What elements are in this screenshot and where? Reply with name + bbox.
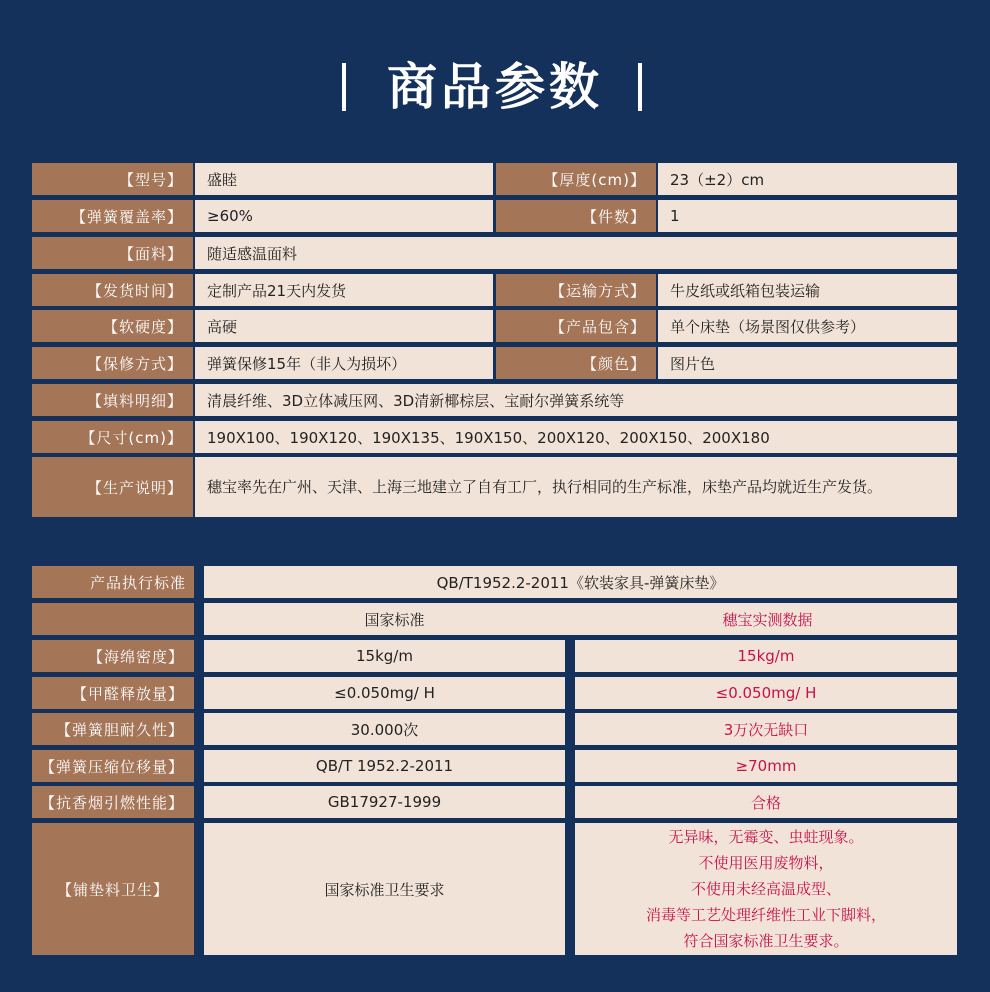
ship-time-label: 【发货时间】 (32, 274, 193, 306)
sponge-density-measured: 15kg/m (575, 640, 957, 672)
exec-standard-label: 产品执行标准 (32, 566, 194, 598)
formaldehyde-label: 【甲醛释放量】 (32, 677, 194, 709)
transport-label: 【运输方式】 (496, 274, 656, 306)
coverage-value: ≥60% (195, 200, 493, 232)
hygiene-line: 符合国家标准卫生要求。 (683, 932, 849, 950)
spring-durability-national: 30.000次 (204, 713, 565, 745)
exec-standard-value: QB/T1952.2-2011《软装家具-弹簧床垫》 (204, 566, 957, 598)
pieces-label: 【件数】 (496, 200, 656, 232)
warranty-value: 弹簧保修15年（非人为损坏） (195, 347, 493, 379)
spring-durability-label: 【弹簧胆耐久性】 (32, 713, 194, 745)
header-blank-label (32, 603, 194, 635)
filling-label: 【填料明细】 (32, 384, 193, 416)
production-label: 【生产说明】 (32, 457, 193, 517)
page-title-block (0, 55, 990, 119)
size-label: 【尺寸(cm)】 (32, 421, 193, 453)
fabric-value: 随适感温面料 (195, 237, 957, 269)
filling-value: 清晨纤维、3D立体减压网、3D清新椰棕层、宝耐尔弹簧系统等 (195, 384, 957, 416)
spring-durability-measured: 3万次无缺口 (575, 713, 957, 745)
hygiene-label: 【铺垫料卫生】 (32, 823, 194, 955)
sponge-density-label: 【海绵密度】 (32, 640, 194, 672)
ship-time-value: 定制产品21天内发货 (195, 274, 493, 306)
hygiene-line: 消毒等工艺处理纤维性工业下脚料， (645, 906, 886, 924)
hardness-value: 高硬 (195, 310, 493, 342)
package-value: 单个床垫（场景图仅供参考） (658, 310, 957, 342)
spring-displacement-label: 【弹簧压缩位移量】 (32, 750, 194, 782)
fabric-label: 【面料】 (32, 237, 193, 269)
coverage-label: 【弹簧覆盖率】 (32, 200, 193, 232)
pieces-value: 1 (658, 200, 957, 232)
hygiene-line: 无异味，无霉变、虫蛀现象。 (668, 828, 864, 846)
cigarette-ignition-label: 【抗香烟引燃性能】 (32, 786, 194, 818)
size-value: 190X100、190X120、190X135、190X150、200X120、200X150、200X180 (195, 421, 957, 453)
spring-displacement-national: QB/T 1952.2-2011 (204, 750, 565, 782)
cigarette-ignition-national: GB17927-1999 (204, 786, 565, 818)
warranty-label: 【保修方式】 (32, 347, 193, 379)
color-label: 【颜色】 (496, 347, 656, 379)
color-value: 图片色 (658, 347, 957, 379)
page-title: 商品参数 (387, 58, 603, 116)
column-measured-header: 穗宝实测数据 (722, 610, 813, 629)
formaldehyde-measured: ≤0.050mg/ H (575, 677, 957, 709)
formaldehyde-national: ≤0.050mg/ H (204, 677, 565, 709)
title-right-bar (638, 63, 642, 111)
hygiene-national: 国家标准卫生要求 (204, 823, 565, 955)
model-value: 盛睦 (195, 163, 493, 195)
hygiene-line: 不使用未经高温成型、 (690, 880, 841, 898)
transport-value: 牛皮纸或纸箱包装运输 (658, 274, 957, 306)
cigarette-ignition-measured: 合格 (575, 786, 957, 818)
thickness-value: 23（±2）cm (658, 163, 957, 195)
model-label: 【型号】 (32, 163, 193, 195)
column-national-header: 国家标准 (204, 603, 957, 635)
spring-displacement-measured: ≥70mm (575, 750, 957, 782)
sponge-density-national: 15kg/m (204, 640, 565, 672)
production-value: 穗宝率先在广州、天津、上海三地建立了自有工厂，执行相同的生产标准，床垫产品均就近生产发货。 (195, 457, 957, 517)
hardness-label: 【软硬度】 (32, 310, 193, 342)
hygiene-line: 不使用医用废物料， (698, 854, 834, 872)
hygiene-measured (575, 823, 957, 955)
package-label: 【产品包含】 (496, 310, 656, 342)
thickness-label: 【厚度(cm)】 (496, 163, 656, 195)
